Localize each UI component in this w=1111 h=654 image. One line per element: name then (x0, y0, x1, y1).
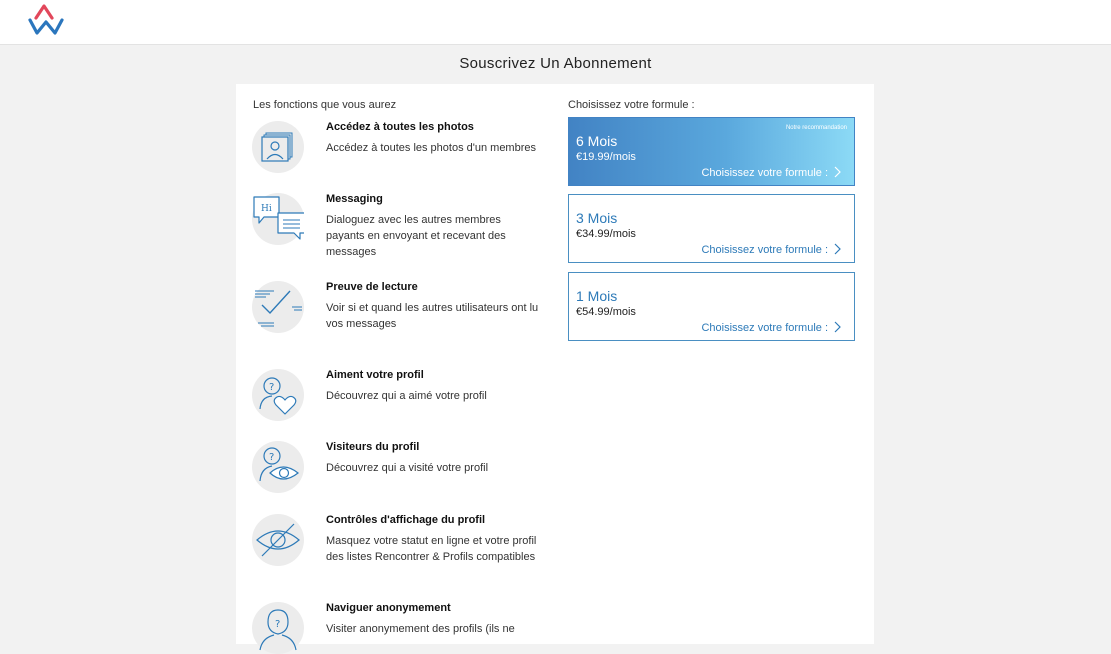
subscription-card (236, 84, 874, 644)
profile-visitors-icon (252, 441, 304, 493)
feature-title: Contrôles d'affichage du profil (326, 514, 486, 526)
feature-title: Naviguer anonymement (326, 602, 451, 614)
svg-text:?: ? (275, 619, 281, 630)
anonymous-icon (252, 602, 304, 654)
feature-description: Découvrez qui a aimé votre profil (326, 390, 487, 402)
recommendation-badge: Notre recommandation (785, 125, 847, 131)
feature-title: Messaging (326, 193, 383, 205)
feature-title: Accédez à toutes les photos (326, 121, 474, 133)
chevron-right-icon (834, 321, 842, 333)
messaging-icon (252, 193, 304, 245)
feature-description: Visiter anonymement des profils (ils ne (326, 623, 515, 635)
svg-text:Hi: Hi (261, 204, 272, 214)
plan-1-month[interactable] (568, 272, 855, 341)
plan-price: €34.99/mois (576, 228, 636, 240)
svg-text:?: ? (269, 452, 275, 463)
feature-description: Dialoguez avec les autres membres payants en envoyant et recevant des messages (326, 214, 506, 258)
plan-3-months[interactable] (568, 194, 855, 263)
plan-6-months[interactable] (568, 117, 855, 186)
plan-price: €19.99/mois (576, 151, 636, 163)
feature-description: Masquez votre statut en ligne et votre profil des listes Rencontrer & Profils compatibles (326, 535, 537, 563)
plan-name: 1 Mois (576, 288, 618, 304)
svg-text:?: ? (269, 382, 275, 393)
top-bar (0, 0, 1111, 45)
read-receipt-icon (252, 281, 304, 333)
feature-description: Voir si et quand les autres utilisateurs ont lu vos messages (326, 302, 539, 330)
feature-description: Découvrez qui a visité votre profil (326, 462, 489, 474)
feature-title: Visiteurs du profil (326, 441, 420, 453)
feature-title: Aiment votre profil (326, 369, 424, 381)
plan-price: €54.99/mois (576, 306, 636, 318)
plans-heading: Choisissez votre formule : (568, 99, 695, 111)
feature-description: Accédez à toutes les photos d'un membres (326, 142, 536, 154)
plan-name: 6 Mois (576, 133, 618, 149)
chevron-right-icon (834, 243, 842, 255)
brand-logo[interactable] (27, 3, 65, 37)
plan-name: 3 Mois (576, 210, 618, 226)
choose-plan-link[interactable]: Choisissez votre formule : (701, 322, 828, 334)
visibility-off-icon (252, 514, 304, 566)
chevron-right-icon (834, 166, 842, 178)
choose-plan-link[interactable]: Choisissez votre formule : (701, 167, 828, 179)
features-heading: Les fonctions que vous aurez (253, 99, 397, 111)
feature-title: Preuve de lecture (326, 281, 418, 293)
profile-likes-icon (252, 369, 304, 421)
page-title: Souscrivez Un Abonnement (459, 55, 652, 72)
photos-icon (252, 121, 304, 173)
choose-plan-link[interactable]: Choisissez votre formule : (701, 244, 828, 256)
